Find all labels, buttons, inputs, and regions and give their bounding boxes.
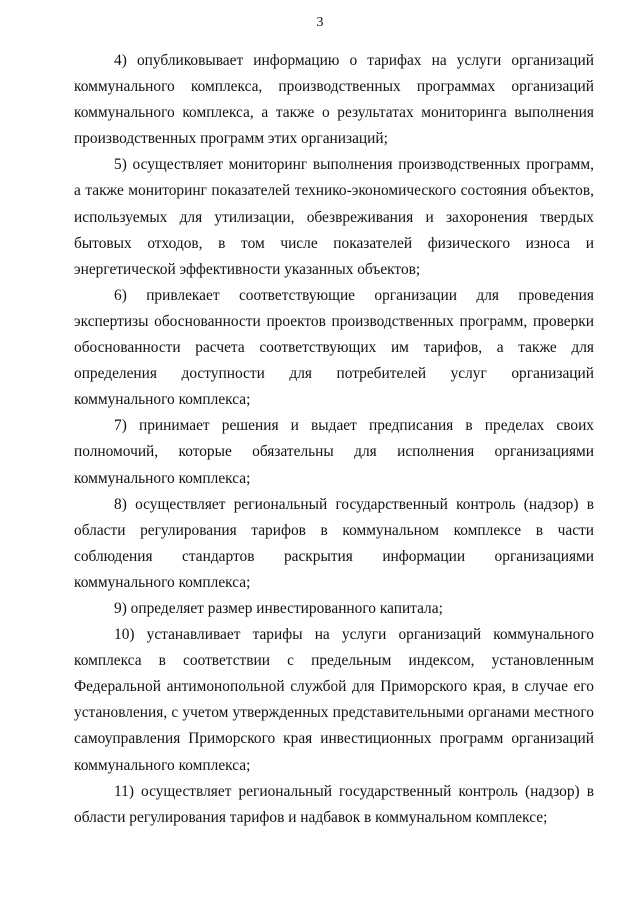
page-number: 3: [316, 15, 324, 30]
paragraph-item-11: 11) осуществляет региональный государственный контроль (надзор) в области регулирования тарифов и надбавок в коммунальном комплексе;: [74, 782, 594, 826]
paragraph-item-6: 6) привлекает соответствующие организации для проведения экспертизы обоснованности проектов производственных программ, проверки обоснованности расчета соответствующих им тарифов, а также для определения доступности для потребителей услуг организаций коммунального комплекса;: [74, 286, 594, 409]
paragraph-item-9: 9) определяет размер инвестированного капитала;: [114, 599, 443, 617]
document-body: [74, 48, 594, 831]
paragraph-item-5: 5) осуществляет мониторинг выполнения производственных программ, а также мониторинг показателей технико-экономического состояния объектов, используемых для утилизации, обезвреживания и захоронения твердых бытовых отходов, в том числе показателей физического износа и энергетической эффективности указанных объектов;: [74, 156, 594, 278]
paragraph-item-4: 4) опубликовывает информацию о тарифах на услуги организаций коммунального комплекса, производственных программах организаций коммунального комплекса, а также о результатах мониторинга выполнения производственных программ этих организаций;: [74, 52, 594, 148]
paragraph-item-7: 7) принимает решения и выдает предписания в пределах своих полномочий, которые обязательны для исполнения организациями коммунального комплекса;: [74, 417, 594, 487]
paragraph-item-8: 8) осуществляет региональный государственный контроль (надзор) в области регулирования тарифов в коммунальном комплексе в части соблюдения стандартов раскрытия информации организациями коммунального комплекса;: [74, 495, 594, 591]
paragraph-item-10: 10) устанавливает тарифы на услуги организаций коммунального комплекса в соответствии с предельным индексом, установленным Федеральной антимонопольной службой для Приморского края, в случае его установления, с учетом утвержденных представительными органами местного самоуправления Приморского края инвестиционных программ организаций коммунального комплекса;: [74, 626, 594, 774]
